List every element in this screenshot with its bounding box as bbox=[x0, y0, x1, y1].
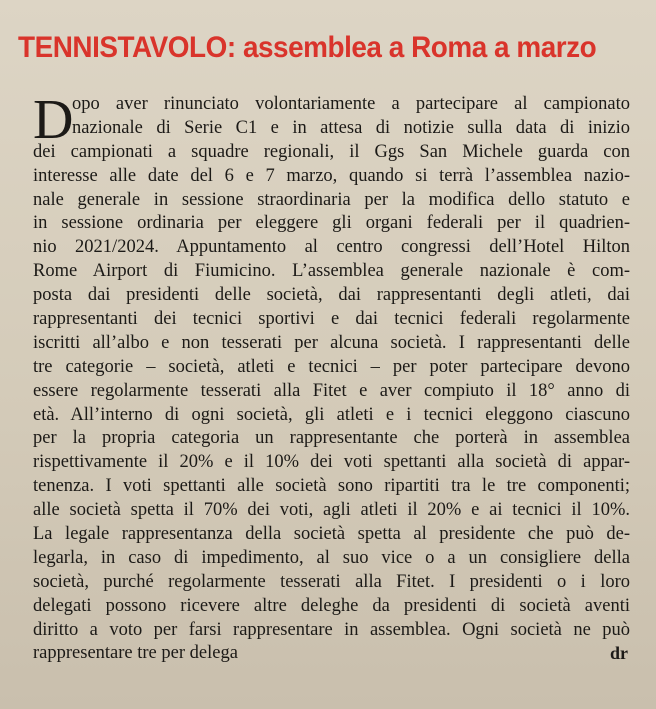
article-line: tre categorie – società, atleti e tecnici – per poter partecipare devono bbox=[33, 356, 630, 377]
article-line: nio 2021/2024. Appuntamento al centro congressi dell’Hotel Hilton bbox=[33, 237, 630, 258]
author-signature: dr bbox=[610, 643, 628, 664]
article-line: posta dai presidenti delle società, dai rappresentanti degli atleti, dai bbox=[33, 285, 630, 306]
article-line: essere regolarmente tesserati alla Fitet e aver compiuto il 18° anno di bbox=[33, 380, 630, 401]
article-line: tenenza. I voti spettanti alle società sono ripartiti tra le tre componenti; bbox=[33, 476, 630, 497]
article-line: diritto a voto per farsi rappresentare in assemblea. Ogni società ne può bbox=[33, 619, 630, 640]
drop-cap: D bbox=[33, 89, 74, 151]
article-body bbox=[33, 89, 630, 666]
article-line: età. All’interno di ogni società, gli atleti e i tecnici eleggono ciascuno bbox=[33, 404, 630, 425]
article-line: Rome Airport di Fiumicino. L’assemblea generale nazionale è com- bbox=[33, 261, 630, 282]
article-line: rappresentanti dei tecnici sportivi e dai tecnici federali regolarmente bbox=[33, 309, 630, 330]
article-line: legarla, in caso di impedimento, al suo vice o a un consigliere della bbox=[33, 547, 630, 568]
article-line: La legale rappresentanza della società spetta al presidente che può de- bbox=[33, 524, 630, 545]
article-line: dei campionati a squadre regionali, il Ggs San Michele guarda con bbox=[33, 141, 630, 162]
article-line: in sessione ordinaria per eleggere gli organi federali per il quadrien- bbox=[33, 213, 630, 234]
article-line: delegati possono ricevere altre deleghe da presidenti di società aventi bbox=[33, 595, 630, 616]
article-line: interesse alle date del 6 e 7 marzo, quando si terrà l’assemblea nazio- bbox=[33, 165, 630, 186]
headline: TENNISTAVOLO: assemblea a Roma a marzo bbox=[18, 31, 597, 64]
article-line: opo aver rinunciato volontariamente a partecipare al campionato bbox=[72, 94, 630, 114]
article-line: rispettivamente il 20% e il 10% dei voti spettanti alla società di appar- bbox=[33, 452, 630, 473]
article-line: rappresentare tre per delega bbox=[33, 643, 238, 664]
article-line: per la propria categoria un rappresentante che porterà in assemblea bbox=[33, 428, 630, 449]
article-line: iscritti all’albo e non tesserati per alcuna società. I rappresentanti delle bbox=[33, 332, 630, 353]
article-line: società, purché regolarmente tesserati alla Fitet. I presidenti o i loro bbox=[33, 571, 630, 592]
article-line: alle società spetta il 70% dei voti, agli atleti il 20% e ai tecnici il 10%. bbox=[33, 500, 630, 521]
article-last-line bbox=[33, 642, 630, 666]
article-line: nale generale in sessione straordinaria per la modifica dello statuto e bbox=[33, 189, 630, 210]
article-line: nazionale di Serie C1 e in attesa di notizie sulla data di inizio bbox=[72, 117, 630, 138]
